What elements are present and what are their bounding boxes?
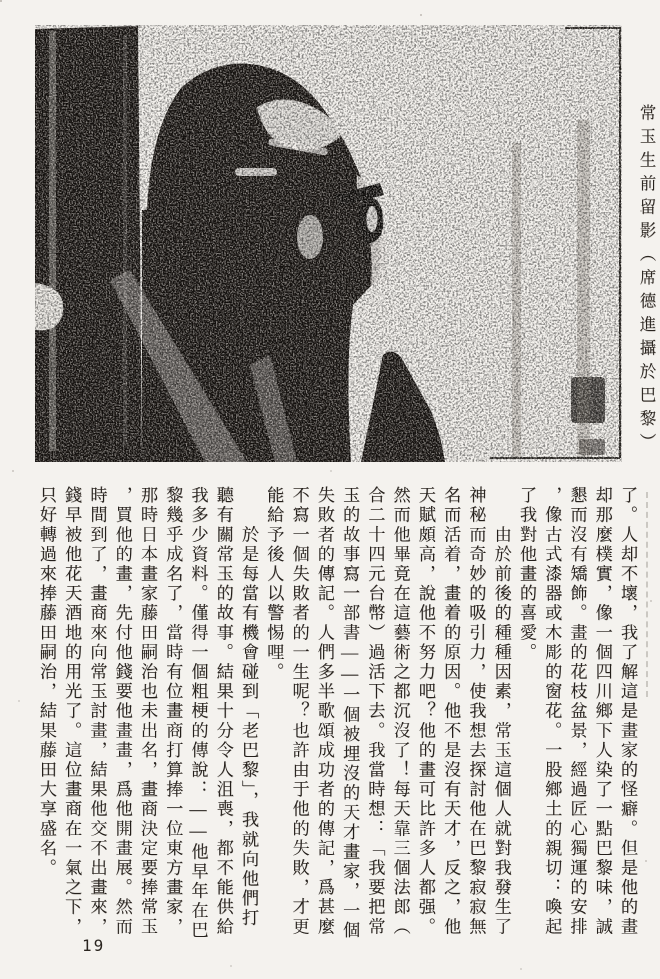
black-grain-overlay	[35, 25, 622, 462]
text-column: 只好轉過來捧藤田嗣治，結果藤田大享盛名。	[36, 486, 56, 878]
page-edge-marks	[646, 492, 648, 697]
text-column: 懇而沒有矯飾。畫的花枝盆景，經過匠心獨運的安排	[567, 486, 587, 937]
text-column: 能給予後人以警惕哩。	[264, 486, 284, 682]
text-column: ，像古式漆器或木彫的窗花。一股鄉土的親切：喚起	[542, 486, 562, 937]
portrait-photo-art	[35, 25, 622, 462]
text-column: 時間到了，畫商來向常玉討畫，結果他交不出畫來，	[87, 486, 107, 937]
text-column: 却那麼樸實，像一個四川鄉下人染了一點巴黎味，誠	[592, 486, 612, 937]
text-column: 不寫一個失敗者的一生呢？也許由于他的失敗，才更	[289, 486, 309, 937]
text-column: ，買他的畫，先付他錢要他畫畫，爲他開畫展。然而	[112, 486, 132, 937]
text-column: 了我對他畫的喜愛。	[516, 486, 536, 663]
text-column: 錢早被他花天酒地的用光了。這位畫商在一氣之下，	[62, 486, 82, 937]
text-column: 神秘而奇妙的吸引力，使我想去探討他在巴黎寂寂無	[466, 486, 486, 937]
body-text	[33, 486, 640, 958]
portrait-photo	[35, 25, 622, 462]
text-column: 玉的故事寫一部書——一個被埋沒的天才畫家，一個	[340, 486, 360, 941]
text-column: 聽有關常玉的故事。結果十分令人沮喪，都不能供給	[213, 486, 233, 937]
text-column: 天賦頗高，說他不努力吧？他的畫可比許多人都强。	[415, 486, 435, 937]
text-column: 了。人却不壞，我了解這是畫家的怪癖。但是他的畫	[618, 486, 637, 937]
text-column: 由於前後的種種因素，常玉這個人就對我發生了	[491, 486, 511, 937]
text-column: 我多少資料。僅得一個粗梗的傳說：——他早年在巴	[188, 486, 208, 941]
text-column: 那時日本畫家藤田嗣治也未出名，畫商決定要捧常玉	[137, 486, 157, 937]
text-column: 然而他畢竟在這藝術之都沉沒了！每天靠三個法郎（	[390, 486, 410, 937]
paper-specks	[0, 0, 2, 2]
text-column: 合二十四元台幣）過活下去。我當時想：「我要把常	[365, 486, 385, 937]
photo-caption: 常玉生前留影（席德進攝於巴黎）	[637, 104, 656, 457]
text-column: 名而活着，畫着的原因。他不是沒有天才，反之，他	[441, 486, 461, 937]
text-column: 黎幾乎成名了，當時有位畫商打算捧一位東方畫家，	[163, 486, 183, 937]
text-column: 於是每當有機會碰到「老巴黎」，我就向他們打	[239, 486, 259, 929]
text-column: 失敗者的傳記。人們多半歌頌成功者的傳記，爲甚麼	[314, 486, 334, 937]
page-number: 19	[82, 936, 106, 955]
